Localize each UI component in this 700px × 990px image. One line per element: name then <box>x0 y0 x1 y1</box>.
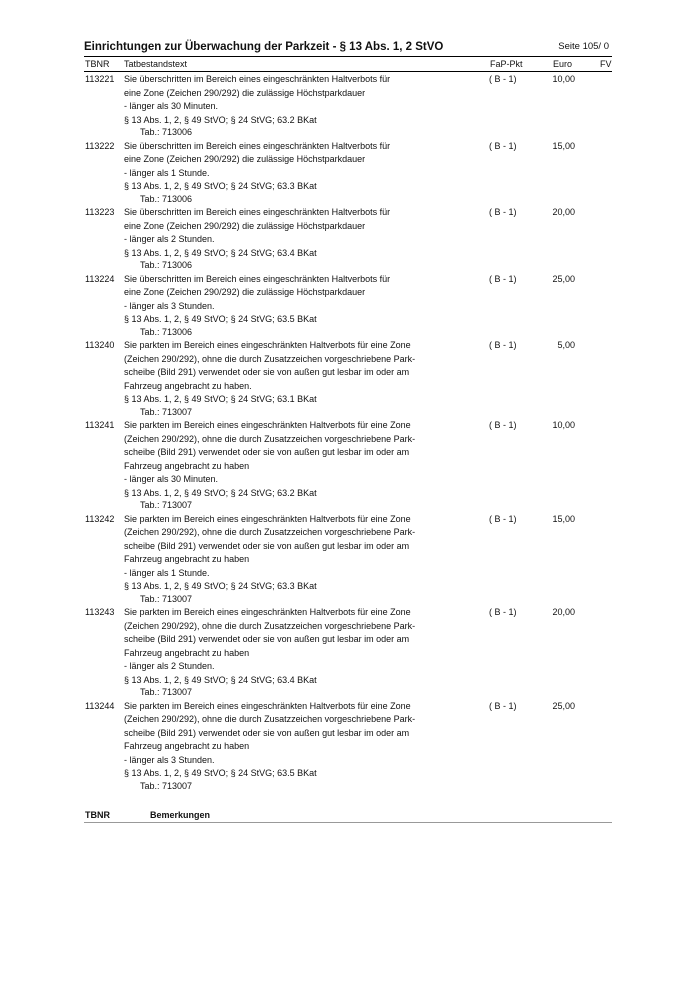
column-header-fv: FV <box>600 59 612 69</box>
offense-fine: 10,00 <box>552 74 575 84</box>
offense-text-line: Sie überschritten im Bereich eines eingeschränkten Haltverbots für <box>124 140 391 151</box>
offense-tab-reference: Tab.: 713007 <box>140 687 193 697</box>
remarks-bar <box>84 809 612 823</box>
offense-text-line: (Zeichen 290/292), ohne die durch Zusatzzeichen vorgeschriebene Park- <box>124 433 416 444</box>
offense-text <box>124 419 442 512</box>
offense-number: 113244 <box>85 700 115 711</box>
offense-text-line: § 13 Abs. 1, 2, § 49 StVO; § 24 StVG; 63.2 BKat <box>124 114 317 125</box>
offense-fine: 5,00 <box>557 340 575 350</box>
offense-text-line: Sie parkten im Bereich eines eingeschränkten Haltverbots für eine Zone <box>124 420 411 430</box>
offense-text-line: Sie überschritten im Bereich eines eingeschränkten Haltverbots für <box>124 273 391 284</box>
offense-number: 113241 <box>85 420 115 430</box>
offense-row <box>84 419 612 512</box>
offense-text-line: (Zeichen 290/292), ohne die durch Zusatzzeichen vorgeschriebene Park- <box>124 353 416 364</box>
offense-text-line: (Zeichen 290/292), ohne die durch Zusatzzeichen vorgeschriebene Park- <box>124 527 416 537</box>
offense-tab-reference: Tab.: 713006 <box>140 193 193 204</box>
column-header-text: Tatbestandstext <box>124 59 188 69</box>
offense-fine: 25,00 <box>552 273 575 284</box>
offense-text-line: § 13 Abs. 1, 2, § 49 StVO; § 24 StVG; 63.3 BKat <box>124 181 317 191</box>
offense-text-line: - länger als 2 Stunden. <box>124 661 215 671</box>
offense-tab-reference: Tab.: 713007 <box>140 780 193 791</box>
offense-row <box>84 206 612 272</box>
offense-text-line: scheibe (Bild 291) verwendet oder sie von außen gut lesbar im oder am <box>124 540 410 551</box>
offense-tab-reference: Tab.: 713007 <box>140 406 193 417</box>
offense-row <box>84 273 612 339</box>
offense-fine: 20,00 <box>552 607 575 617</box>
offense-text-line: scheibe (Bild 291) verwendet oder sie von außen gut lesbar im oder am <box>124 634 410 644</box>
column-header-tbnr: TBNR <box>85 59 110 69</box>
offense-points: ( B - 1) <box>489 207 517 217</box>
offense-text-line: Sie überschritten im Bereich eines eingeschränkten Haltverbots für <box>124 207 391 217</box>
offense-text-line: - länger als 30 Minuten. <box>124 101 219 111</box>
offense-text-line: - länger als 2 Stunden. <box>124 234 215 244</box>
offense-text-line: Fahrzeug angebracht zu haben <box>124 554 250 564</box>
offense-tab-reference: Tab.: 713006 <box>140 260 193 270</box>
offense-tab-reference: Tab.: 713006 <box>140 127 193 137</box>
page-title: Einrichtungen zur Überwachung der Parkzeit - § 13 Abs. 1, 2 StVO <box>84 41 444 53</box>
offense-text-line: scheibe (Bild 291) verwendet oder sie von außen gut lesbar im oder am <box>124 367 410 377</box>
offense-fine: 15,00 <box>552 140 575 151</box>
offense-text-line: Fahrzeug angebracht zu haben. <box>124 380 252 391</box>
offense-text-line: § 13 Abs. 1, 2, § 49 StVO; § 24 StVG; 63.2 BKat <box>124 487 317 498</box>
offense-text-line: § 13 Abs. 1, 2, § 49 StVO; § 24 StVG; 63.3 BKat <box>124 581 317 591</box>
offense-text-line: eine Zone (Zeichen 290/292) die zulässige Höchstparkdauer <box>124 154 366 164</box>
column-header-row <box>84 56 612 72</box>
offense-text-line: Sie überschritten im Bereich eines eingeschränkten Haltverbots für <box>124 74 391 84</box>
offense-tab-reference: Tab.: 713007 <box>140 593 193 604</box>
offense-row <box>84 339 612 418</box>
offense-fine: 10,00 <box>552 420 575 430</box>
offense-row <box>84 700 612 793</box>
offense-text <box>124 606 442 699</box>
offense-text-line: eine Zone (Zeichen 290/292) die zulässige Höchstparkdauer <box>124 287 366 297</box>
offense-tab-reference: Tab.: 713006 <box>140 326 193 337</box>
offense-points: ( B - 1) <box>489 340 517 350</box>
page-number: Seite 105/ 0 <box>558 41 609 52</box>
offense-text-line: - länger als 3 Stunden. <box>124 300 215 311</box>
offense-text-line: § 13 Abs. 1, 2, § 49 StVO; § 24 StVG; 63.5 BKat <box>124 768 317 778</box>
offense-number: 113222 <box>85 140 115 151</box>
offense-text <box>124 339 442 418</box>
offense-fine: 25,00 <box>552 700 575 711</box>
offense-fine: 20,00 <box>552 207 575 217</box>
offense-text <box>124 273 442 339</box>
offense-points: ( B - 1) <box>489 140 517 151</box>
offense-text-line: Sie parkten im Bereich eines eingeschränkten Haltverbots für eine Zone <box>124 340 411 350</box>
offense-text-line: (Zeichen 290/292), ohne die durch Zusatzzeichen vorgeschriebene Park- <box>124 714 416 724</box>
remarks-tbnr-label: TBNR <box>85 810 110 820</box>
offense-text-line: § 13 Abs. 1, 2, § 49 StVO; § 24 StVG; 63.4 BKat <box>124 674 317 685</box>
offense-number: 113240 <box>85 340 115 350</box>
offense-text-line: Sie parkten im Bereich eines eingeschränkten Haltverbots für eine Zone <box>124 607 411 617</box>
offense-row <box>84 73 612 139</box>
offense-text <box>124 513 442 606</box>
offense-points: ( B - 1) <box>489 74 517 84</box>
offense-text-line: eine Zone (Zeichen 290/292) die zulässige Höchstparkdauer <box>124 87 366 98</box>
offense-fine: 15,00 <box>552 513 575 524</box>
offense-text <box>124 206 442 272</box>
offense-points: ( B - 1) <box>489 607 517 617</box>
offense-text <box>124 73 442 139</box>
offense-text-line: (Zeichen 290/292), ohne die durch Zusatzzeichen vorgeschriebene Park- <box>124 620 416 631</box>
offense-number: 113223 <box>85 207 115 217</box>
offense-text-line: - länger als 3 Stunden. <box>124 754 215 765</box>
offense-points: ( B - 1) <box>489 513 517 524</box>
column-header-euro: Euro <box>553 59 573 69</box>
offense-text-line: - länger als 1 Stunde. <box>124 567 210 578</box>
offense-text-line: § 13 Abs. 1, 2, § 49 StVO; § 24 StVG; 63.1 BKat <box>124 394 317 404</box>
offense-points: ( B - 1) <box>489 700 517 711</box>
offense-row <box>84 513 612 606</box>
offense-points: ( B - 1) <box>489 273 517 284</box>
offense-text-line: - länger als 1 Stunde. <box>124 167 210 178</box>
offense-tab-reference: Tab.: 713007 <box>140 500 193 510</box>
offense-text-line: scheibe (Bild 291) verwendet oder sie von außen gut lesbar im oder am <box>124 447 410 457</box>
offense-text-line: § 13 Abs. 1, 2, § 49 StVO; § 24 StVG; 63.5 BKat <box>124 314 317 324</box>
offense-number: 113224 <box>85 273 115 284</box>
remarks-label: Bemerkungen <box>150 810 211 820</box>
offense-text-line: Fahrzeug angebracht zu haben <box>124 460 250 471</box>
offense-text <box>124 140 442 206</box>
offense-points: ( B - 1) <box>489 420 517 430</box>
offense-text-line: Fahrzeug angebracht zu haben <box>124 647 250 658</box>
offense-text-line: § 13 Abs. 1, 2, § 49 StVO; § 24 StVG; 63.4 BKat <box>124 247 317 258</box>
offense-list <box>84 73 612 793</box>
offense-number: 113221 <box>85 74 115 84</box>
offense-text-line: scheibe (Bild 291) verwendet oder sie von außen gut lesbar im oder am <box>124 727 410 738</box>
offense-number: 113242 <box>85 513 115 524</box>
offense-row <box>84 140 612 206</box>
offense-text-line: - länger als 30 Minuten. <box>124 474 219 484</box>
offense-text-line: eine Zone (Zeichen 290/292) die zulässige Höchstparkdauer <box>124 220 366 231</box>
offense-number: 113243 <box>85 607 115 617</box>
offense-row <box>84 606 612 699</box>
offense-text-line: Sie parkten im Bereich eines eingeschränkten Haltverbots für eine Zone <box>124 700 411 711</box>
offense-text-line: Sie parkten im Bereich eines eingeschränkten Haltverbots für eine Zone <box>124 513 411 524</box>
column-header-fap: FaP-Pkt <box>490 59 523 69</box>
offense-text <box>124 700 442 793</box>
offense-text-line: Fahrzeug angebracht zu haben <box>124 741 250 751</box>
